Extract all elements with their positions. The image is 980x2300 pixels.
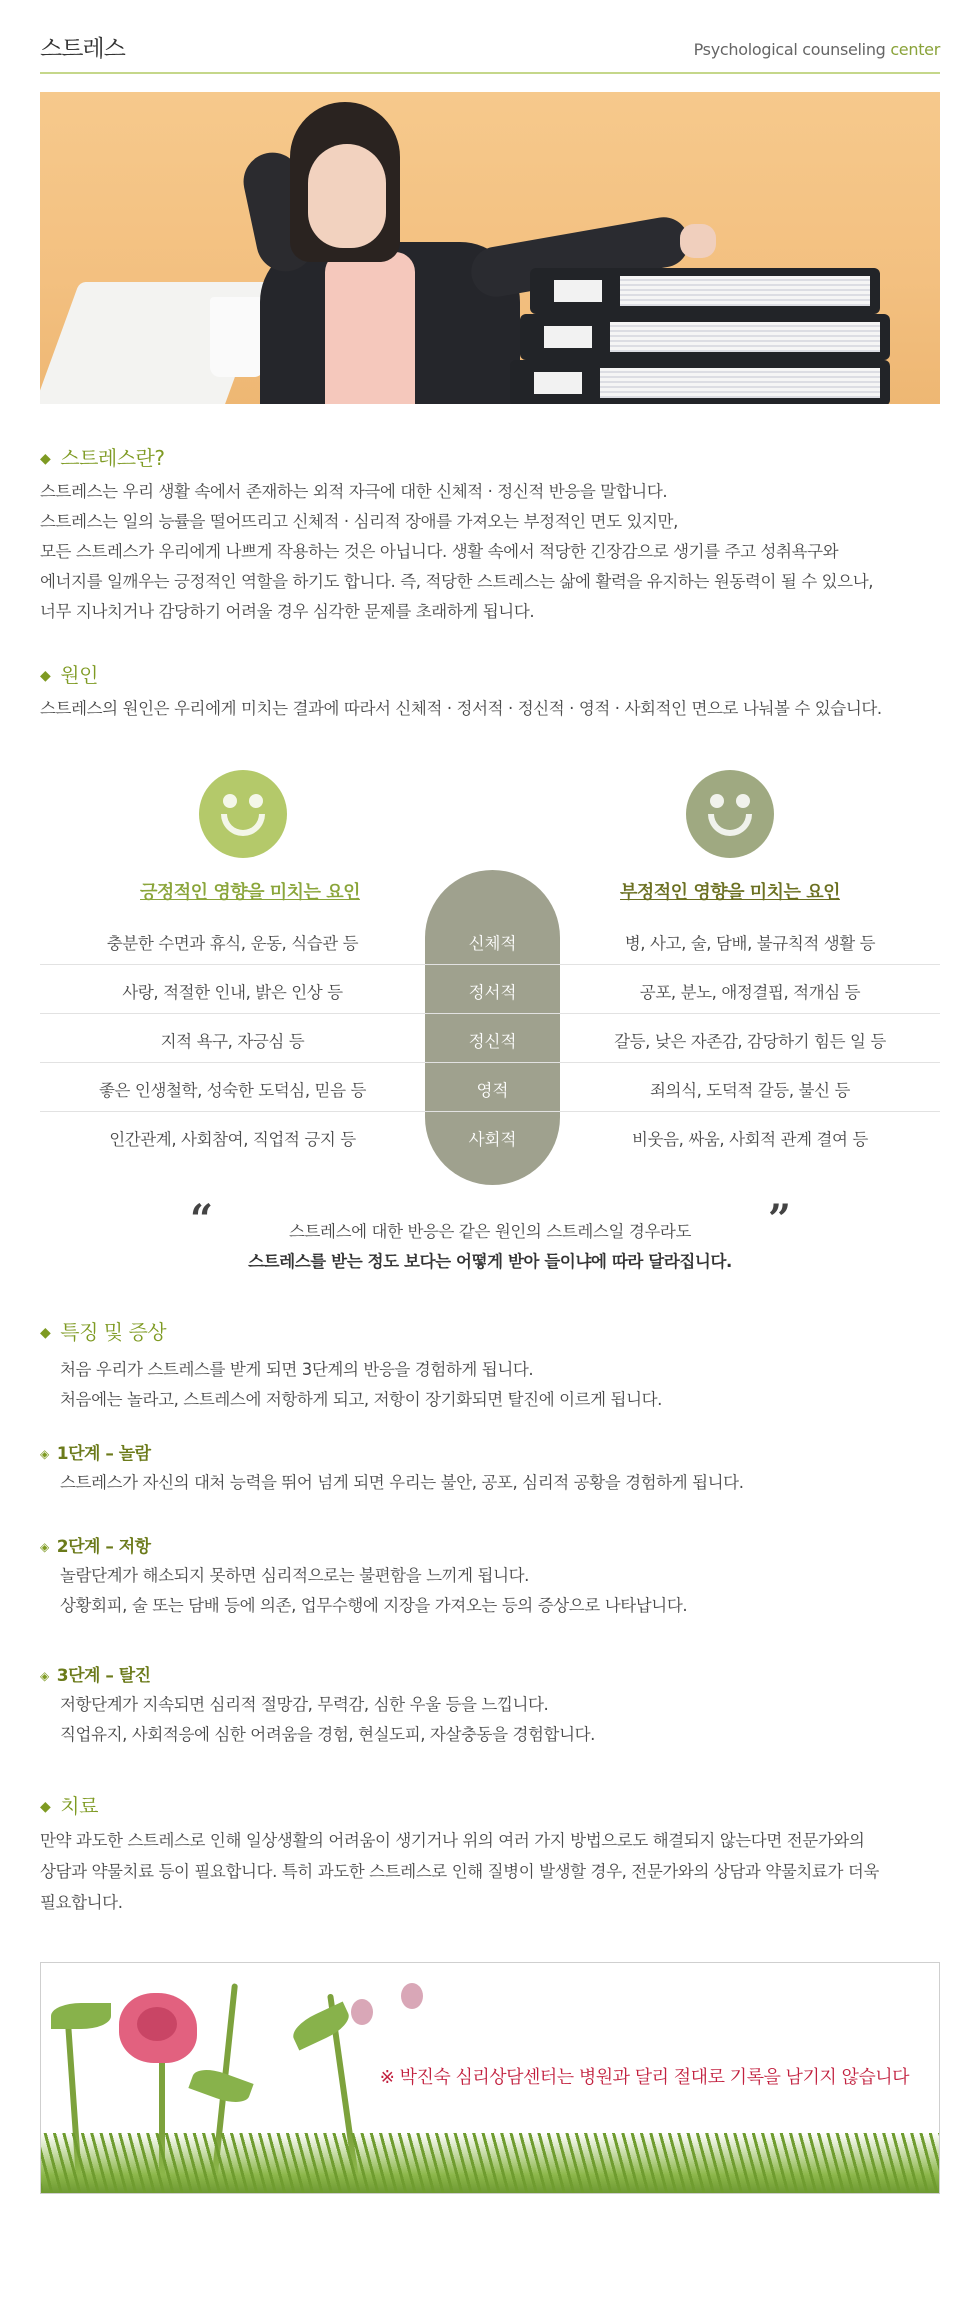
body-line: 너무 지나치거나 감당하기 어려울 경우 심각한 문제를 초래하게 됩니다.	[40, 602, 535, 621]
positive-factor: 좋은 인생철학, 성숙한 도덕심, 믿음 등	[99, 1081, 366, 1100]
section-heading-text: 원인	[60, 663, 98, 687]
privacy-banner	[40, 1962, 940, 2194]
body-line: 필요합니다.	[40, 1893, 123, 1912]
section-heading	[40, 659, 940, 688]
category-label: 정서적	[468, 983, 517, 1002]
smiley-icon	[199, 770, 287, 858]
body-line: 모든 스트레스가 우리에게 나쁘게 작용하는 것은 아닙니다. 생활 속에서 적당한 긴장감으로 생기를 주고 성취욕구와	[40, 542, 839, 561]
body-line: 직업유지, 사회적응에 심한 어려움을 경험, 현실도피, 자살충동을 경험합니다.	[60, 1725, 596, 1744]
flower-bud-shape	[351, 1999, 373, 2025]
category-label: 영적	[476, 1081, 509, 1100]
diamond-icon: ◆	[40, 451, 51, 467]
hero-image-stressed-woman	[40, 92, 940, 404]
body-line: 놀람단계가 해소되지 못하면 심리적으로는 불편함을 느끼게 됩니다.	[60, 1566, 530, 1585]
section-what-is-stress	[40, 442, 940, 627]
factor-comparison	[40, 746, 940, 1186]
section-body	[40, 1825, 940, 1918]
body-line: 스트레스는 일의 능률을 떨어뜨리고 신체적 · 심리적 장애를 가져오는 부정적인 면도 있지만,	[40, 512, 678, 531]
body-line: 스트레스는 우리 생활 속에서 존재하는 외적 자극에 대한 신체적 · 정신적 반응을 말합니다.	[40, 482, 668, 501]
positive-factor: 사랑, 적절한 인내, 밝은 인상 등	[122, 983, 343, 1002]
flower-bud-shape	[401, 1983, 423, 2009]
page-header	[40, 0, 940, 74]
positive-factors-title: 긍정적인 영향을 미치는 요인	[140, 882, 360, 903]
stage-body	[40, 1468, 940, 1498]
negative-factor: 병, 사고, 술, 담배, 불규칙적 생활 등	[624, 934, 876, 953]
woman-shirt-shape	[325, 252, 415, 404]
binder-shape	[530, 268, 880, 314]
stage-3	[40, 1661, 940, 1750]
table-row	[40, 1112, 940, 1160]
binder-shape	[520, 314, 890, 360]
center-name-main: Psychological counseling	[693, 40, 886, 59]
stage-title-text: 2단계 – 저항	[56, 1537, 151, 1557]
section-symptoms	[40, 1316, 940, 1750]
diamond-outline-icon: ◈	[40, 1540, 49, 1554]
quote-line-emphasis: 스트레스를 받는 정도 보다는 어떻게 받아 들이냐에 따라 달라집니다.	[248, 1252, 732, 1271]
section-heading-text: 스트레스란?	[60, 446, 165, 470]
body-line: 만약 과도한 스트레스로 인해 일상생활의 어려움이 생기거나 위의 여러 가지 방법으로도 해결되지 않는다면 전문가와의	[40, 1831, 865, 1850]
section-heading	[40, 442, 940, 471]
stage-2	[40, 1532, 940, 1621]
body-line: 상담과 약물치료 등이 필요합니다. 특히 과도한 스트레스로 인해 질병이 발생할 경우, 전문가와의 상담과 약물치료가 더욱	[40, 1862, 879, 1881]
stage-title	[40, 1532, 940, 1557]
binder-shape	[510, 360, 890, 404]
category-label: 사회적	[468, 1130, 517, 1149]
body-line: 저항단계가 지속되면 심리적 절망감, 무력감, 심한 우울 등을 느낍니다.	[60, 1695, 549, 1714]
section-heading-text: 특징 및 증상	[60, 1320, 167, 1344]
positive-factor: 인간관계, 사회참여, 직업적 긍지 등	[109, 1130, 356, 1149]
section-heading	[40, 1790, 940, 1819]
section-heading	[40, 1316, 940, 1345]
category-label: 신체적	[468, 934, 517, 953]
leaf-shape	[288, 2002, 353, 2051]
table-row	[40, 965, 940, 1014]
body-line: 상황회피, 술 또는 담배 등에 의존, 업무수행에 지장을 가져오는 등의 증상으로 나타납니다.	[60, 1596, 688, 1615]
positive-factor: 충분한 수면과 휴식, 운동, 식습관 등	[106, 934, 359, 953]
page	[40, 0, 940, 2194]
factor-table	[40, 916, 940, 1160]
body-line: 에너지를 일깨우는 긍정적인 역할을 하기도 합니다. 즉, 적당한 스트레스는 삶에 활력을 유지하는 원동력이 될 수 있으나,	[40, 572, 874, 591]
table-row	[40, 916, 940, 965]
paper-cup-shape	[210, 297, 264, 377]
section-body	[40, 1355, 940, 1415]
negative-factor: 비웃음, 싸움, 사회적 관계 결여 등	[632, 1130, 868, 1149]
negative-factor: 갈등, 낮은 자존감, 감당하기 힘든 일 등	[614, 1032, 886, 1051]
table-row	[40, 1014, 940, 1063]
stage-title	[40, 1439, 940, 1464]
stage-body	[40, 1561, 940, 1621]
section-heading-text: 치료	[60, 1794, 98, 1818]
positive-factor: 지적 욕구, 자긍심 등	[160, 1032, 305, 1051]
grass-shape	[41, 2133, 939, 2193]
open-quote-icon: “	[190, 1196, 214, 1243]
section-cause	[40, 659, 940, 724]
negative-factor: 공포, 분노, 애정결핍, 적개심 등	[639, 983, 861, 1002]
woman-face-shape	[308, 144, 386, 248]
diamond-icon: ◆	[40, 1325, 51, 1341]
diamond-outline-icon: ◈	[40, 1447, 49, 1461]
close-quote-icon: ”	[768, 1196, 792, 1243]
stage-title-text: 3단계 – 탈진	[56, 1666, 151, 1686]
section-body: 스트레스의 원인은 우리에게 미치는 결과에 따라서 신체적 · 정서적 · 정신적 · 영적 · 사회적인 면으로 나눠볼 수 있습니다.	[40, 699, 882, 718]
negative-factors-title: 부정적인 영향을 미치는 요인	[620, 882, 840, 903]
section-treatment	[40, 1790, 940, 1918]
diamond-icon: ◆	[40, 668, 51, 684]
body-line: 처음 우리가 스트레스를 받게 되면 3단계의 반응을 경험하게 됩니다.	[60, 1360, 534, 1379]
leaf-shape	[51, 2003, 111, 2029]
body-line: 처음에는 놀라고, 스트레스에 저항하게 되고, 저항이 장기화되면 탈진에 이르게 됩니다.	[60, 1390, 663, 1409]
page-title: 스트레스	[40, 36, 125, 62]
quote-block	[40, 1196, 940, 1296]
stage-title	[40, 1661, 940, 1686]
woman-hand-shape	[680, 224, 716, 258]
center-name	[694, 40, 940, 59]
quote-line: 스트레스에 대한 반응은 같은 원인의 스트레스일 경우라도	[288, 1222, 691, 1241]
body-line: 스트레스가 자신의 대처 능력을 뛰어 넘게 되면 우리는 불안, 공포, 심리적 공황을 경험하게 됩니다.	[60, 1473, 744, 1492]
section-body	[40, 477, 940, 627]
center-name-accent: center	[890, 40, 940, 59]
negative-factor: 죄의식, 도덕적 갈등, 불신 등	[650, 1081, 850, 1100]
privacy-notice: ※ 박진숙 심리상담센터는 병원과 달리 절대로 기록을 남기지 않습니다	[379, 2067, 909, 2088]
stage-body	[40, 1690, 940, 1750]
diamond-outline-icon: ◈	[40, 1669, 49, 1683]
diamond-icon: ◆	[40, 1799, 51, 1815]
stage-1	[40, 1439, 940, 1498]
smiley-icon	[686, 770, 774, 858]
rose-shape	[119, 1993, 197, 2063]
category-label: 정신적	[468, 1032, 517, 1051]
stage-title-text: 1단계 – 놀람	[56, 1444, 151, 1464]
table-row	[40, 1063, 940, 1112]
